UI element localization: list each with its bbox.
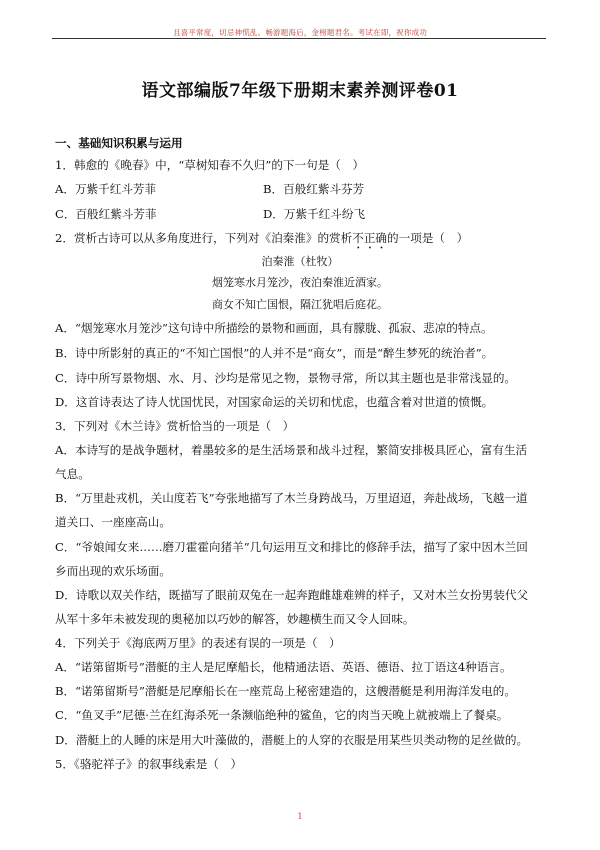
question-3-option-a-line2: 气息。 <box>55 467 90 481</box>
poem-title: 泊秦淮（杜牧） <box>261 255 339 268</box>
question-4-option-a: A．“诺第留斯号”潜艇的主人是尼摩船长，他精通法语、英语、德语、拉丁语这4种语言。 <box>55 660 512 674</box>
question-3-option-c-line2: 乡而出现的欢乐场面。 <box>55 564 171 578</box>
poem-line-1: 烟笼寒水月笼沙，夜泊秦淮近酒家。 <box>212 276 388 289</box>
poem-line-2: 商女不知亡国恨，隔江犹唱后庭花。 <box>212 298 388 311</box>
question-4-option-d: D．潜艇上的人睡的床是用大叶藻做的，潜艇上的人穿的衣服是用某些贝类动物的足丝做的。 <box>55 733 529 747</box>
question-4-option-c: C．“鱼叉手”尼德·兰在红海杀死一条濒临绝种的鲨鱼，它的肉当天晚上就被端上了餐桌。 <box>55 708 509 722</box>
question-1-option-d: D．万紫千红斗纷飞 <box>263 207 366 221</box>
question-2-option-d: D．这首诗表达了诗人忧国忧民，对国家命运的关切和忧虑，也蕴含着对世道的愤慨。 <box>55 395 494 409</box>
question-3-option-d-line2: 从军十多年未被发现的奥秘加以巧妙的解答，妙趣横生而又令人回味。 <box>55 612 415 626</box>
question-4-option-b: B．“诺第留斯号”潜艇是尼摩船长在一座荒岛上秘密建造的，这艘潜艇是利用海洋发电的。 <box>55 684 516 698</box>
question-2-stem-post: 的一项是（ ） <box>387 231 469 245</box>
question-2-stem-pre: 2．赏析古诗可以从多角度进行，下列对《泊秦淮》的赏析 <box>55 231 353 245</box>
section-heading: 一、基础知识积累与运用 <box>55 136 183 150</box>
question-3-option-c-line1: C．“爷娘闻女来……磨刀霍霍向猪羊”几句运用互文和排比的修辞手法，描写了家中因木兰回 <box>55 540 528 554</box>
question-3-option-d-line1: D．诗歌以双关作结，既描写了眼前双兔在一起奔跑雌雄难辨的样子，又对木兰女扮男装代父 <box>55 588 529 602</box>
question-3-option-b-line2: 道关口、一座座高山。 <box>55 515 171 529</box>
header-divider <box>52 38 546 39</box>
question-2-stem-emphasis: 不正确 <box>352 231 388 245</box>
page-number: 1 <box>297 812 303 821</box>
question-1-option-a: A．万紫千红斗芳菲 <box>55 182 157 196</box>
question-3-option-b-line1: B．“万里赴戎机，关山度若飞”夸张地描写了木兰身跨战马，万里迢迢，奔赴战场，飞越一道 <box>55 491 528 505</box>
question-3-option-a-line1: A．本诗写的是战争题材，着墨较多的是生活场景和战斗过程，繁简安排极具匠心，富有生活 <box>55 443 528 457</box>
question-2-option-c: C．诗中所写景物烟、水、月、沙均是常见之物，景物寻常，所以其主题也是非常浅显的。 <box>55 371 517 385</box>
question-2-stem <box>55 230 468 252</box>
question-1-stem: 1．韩愈的《晚春》中，“草树知春不久归”的下一句是（ ） <box>55 158 365 172</box>
question-1-option-c: C．百般红紫斗芳菲 <box>55 207 157 221</box>
page-title: 语文部编版7年级下册期末素养测评卷01 <box>141 81 459 101</box>
question-2-option-b: B．诗中所影射的真正的“不知亡国恨”的人并不是“商女”，而是“醉生梦死的统治者”。 <box>55 346 494 360</box>
question-1-option-b: B．百般红紫斗芬芳 <box>263 182 365 196</box>
question-3-stem: 3．下列对《木兰诗》赏析恰当的一项是（ ） <box>55 419 295 433</box>
question-4-stem: 4．下列关于《海底两万里》的表述有误的一项是（ ） <box>55 636 341 650</box>
header-motto: 且喜平常度，切忌神慌乱。畅游题海后，金榜题君名。考试在即，祝你成功 <box>172 28 428 37</box>
question-5-stem: 5．《骆驼祥子》的叙事线索是（ ） <box>55 757 243 771</box>
question-2-option-a: A．“烟笼寒水月笼沙”这句诗中所描绘的景物和画面，具有朦胧、孤寂、悲凉的特点。 <box>55 321 493 335</box>
